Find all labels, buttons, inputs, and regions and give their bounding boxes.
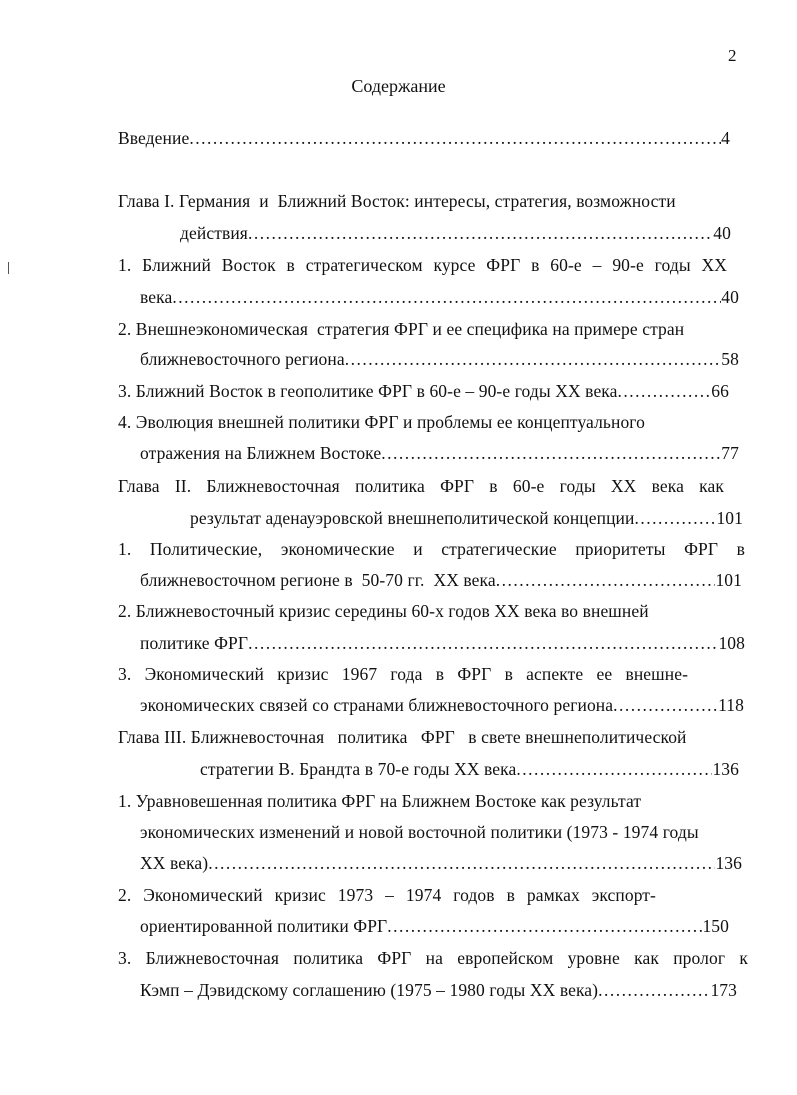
toc-item-2-1-line1[interactable]: 1. Политические, экономические и стратегические приоритеты ФРГ в [118, 539, 745, 559]
page-number: 2 [728, 46, 737, 65]
leader-dots [387, 915, 702, 937]
toc-item-3-1-line1[interactable]: 1. Уравновешенная политика ФРГ на Ближнем Востоке как результат [118, 791, 642, 811]
toc-label: политике ФРГ [140, 633, 249, 653]
toc-label: ближневосточного региона [140, 349, 345, 369]
leader-dots [248, 222, 713, 244]
toc-label: результат аденауэровской внешнеполитической концепции [190, 508, 635, 528]
toc-item-3-3-line1[interactable]: 3. Ближневосточная политика ФРГ на европейском уровне как пролог к [118, 948, 748, 968]
toc-item-2-3-line2[interactable] [140, 694, 744, 716]
toc-page: 66 [711, 381, 729, 401]
leader-dots [172, 286, 721, 308]
toc-item-1-3[interactable] [118, 380, 729, 402]
toc-label: стратегии В. Брандта в 70-е годы XX века [200, 759, 517, 779]
toc-item-2-3-line1[interactable]: 3. Экономический кризис 1967 года в ФРГ в аспекте ее внешне- [118, 664, 688, 684]
toc-item-3-1-line3[interactable] [140, 852, 742, 874]
toc-page: 58 [721, 349, 739, 369]
toc-page: 118 [718, 695, 744, 715]
leader-dots [208, 852, 715, 874]
toc-label: ближневосточном регионе в 50-70 гг. XX века [140, 570, 496, 590]
toc-item-1-2-line1[interactable]: 2. Внешнеэкономическая стратегия ФРГ и ее специфика на примере стран [118, 319, 685, 339]
toc-chapter-2-line2[interactable] [190, 507, 743, 529]
toc-page: 150 [702, 916, 729, 936]
toc-label: отражения на Ближнем Востоке [140, 443, 382, 463]
toc-page: 40 [721, 287, 739, 307]
toc-entry-intro[interactable] [118, 127, 730, 149]
leader-dots [345, 348, 722, 370]
leader-dots [516, 758, 712, 780]
toc-item-1-1-line1[interactable]: 1. Ближний Восток в стратегическом курсе ФРГ в 60-е – 90-е годы XX [118, 255, 727, 275]
toc-item-2-2-line1[interactable]: 2. Ближневосточный кризис середины 60-х годов XX века во внешней [118, 601, 649, 621]
toc-page: 101 [715, 570, 742, 590]
toc-item-1-4-line2[interactable] [140, 442, 739, 464]
toc-label: 3. Ближний Восток в геополитике ФРГ в 60-е – 90-е годы XX века [118, 381, 618, 401]
toc-page: 77 [721, 443, 739, 463]
toc-chapter-3-line1[interactable]: Глава III. Ближневосточная политика ФРГ в свете внешнеполитической [118, 727, 687, 747]
toc-label: Кэмп – Дэвидскому соглашению (1975 – 1980 годы XX века) [140, 980, 599, 1000]
toc-page: 136 [715, 853, 742, 873]
toc-page: 101 [716, 508, 743, 528]
page-title: Содержание [351, 76, 446, 96]
toc-item-2-1-line2[interactable] [140, 569, 742, 591]
toc-label: XX века) [140, 853, 209, 873]
toc-page: 173 [710, 980, 737, 1000]
toc-page: 40 [713, 223, 731, 243]
toc-chapter-1-line2[interactable] [180, 222, 731, 244]
leader-dots [189, 127, 721, 149]
leader-dots [248, 632, 718, 654]
toc-label: действия [180, 223, 248, 243]
toc-page: 108 [718, 633, 745, 653]
toc-item-1-4-line1[interactable]: 4. Эволюция внешней политики ФРГ и проблемы ее концептуального [118, 412, 646, 432]
toc-item-3-3-line2[interactable] [140, 979, 737, 1001]
toc-chapter-3-line2[interactable] [200, 758, 739, 780]
toc-chapter-1-line1[interactable]: Глава I. Германия и Ближний Восток: интересы, стратегия, возможности [118, 191, 676, 211]
toc-item-1-1-line2[interactable] [140, 286, 739, 308]
toc-label: Введение [118, 128, 190, 148]
toc-item-3-1-line2[interactable]: экономических изменений и новой восточной политики (1973 - 1974 годы [140, 822, 699, 842]
toc-chapter-2-line1[interactable]: Глава II. Ближневосточная политика ФРГ в 60-е годы XX века как [118, 476, 724, 496]
toc-label: ориентированной политики ФРГ [140, 916, 388, 936]
toc-label: экономических связей со странами ближневосточного региона [140, 695, 614, 715]
toc-item-2-2-line2[interactable] [140, 632, 745, 654]
leader-dots [613, 694, 718, 716]
toc-label: века [140, 287, 173, 307]
leader-dots [634, 507, 716, 529]
scan-mark [8, 262, 9, 274]
toc-item-3-2-line2[interactable] [140, 915, 729, 937]
leader-dots [381, 442, 721, 464]
toc-page: 136 [712, 759, 739, 779]
toc-item-3-2-line1[interactable]: 2. Экономический кризис 1973 – 1974 годов в рамках экспорт- [118, 885, 656, 905]
toc-page: 4 [721, 128, 730, 148]
leader-dots [618, 380, 712, 402]
toc-item-1-2-line2[interactable] [140, 348, 739, 370]
leader-dots [598, 979, 710, 1001]
leader-dots [496, 569, 716, 591]
